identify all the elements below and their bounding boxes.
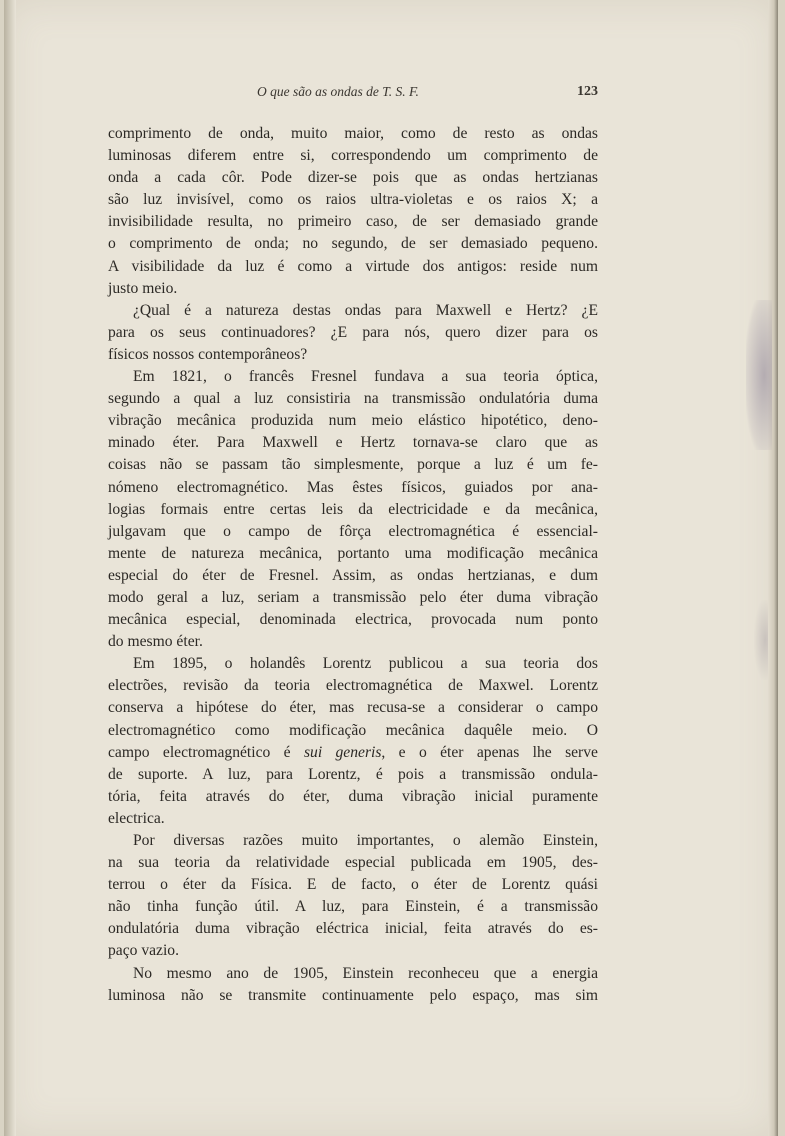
page-edge [768, 0, 778, 1136]
running-head [108, 84, 598, 104]
text-line: minado éter. Para Maxwell e Hertz tornava-se claro que as [108, 434, 598, 452]
text-line: paço vazio. [108, 942, 180, 960]
text-line: mente de natureza mecânica, portanto uma modificação mecânica [108, 544, 598, 562]
text-line: o comprimento de onda; no segundo, de ser demasiado pequeno. [108, 235, 598, 253]
text-line: Por diversas razões muito importantes, o alemão Einstein, [133, 832, 598, 849]
text-line: tória, feita através do éter, duma vibração inicial puramente [108, 787, 598, 805]
text-line: modo geral a luz, seriam a transmissão pelo éter duma vibração [108, 588, 598, 606]
water-stain-small [754, 600, 768, 680]
text-line: justo meio. [108, 279, 178, 297]
text-line: especial do éter de Fresnel. Assim, as ondas hertzianas, e dum [108, 566, 598, 584]
text-line: conserva a hipótese do éter, mas recusa-se a considerar o campo [108, 699, 598, 717]
text-line: de suporte. A luz, para Lorentz, é pois a transmissão ondula- [108, 765, 598, 783]
text-line: electromagnético como modificação mecânica daquêle meio. O [108, 721, 598, 739]
text-line: campo electromagnético é sui generis, e o éter apenas lhe serve [108, 743, 598, 761]
paragraph [108, 653, 598, 830]
paragraph [108, 123, 598, 300]
text-line: mecânica especial, denominada electrica, provocada num ponto [108, 611, 598, 629]
running-head-title: O que são as ondas de T. S. F. [257, 84, 419, 99]
text-line: No mesmo ano de 1905, Einstein reconheceu que a energia [133, 964, 598, 982]
text-line: coisas não se passam tão simplesmente, porque a luz é um fe- [108, 456, 598, 474]
text-line: julgavam que o campo de fôrça electromagnética é essencial- [108, 522, 598, 540]
text-line: Em 1895, o holandês Lorentz publicou a sua teoria dos [133, 655, 598, 673]
text-line: vibração mecânica produzida num meio elástico hipotético, deno- [108, 412, 598, 430]
text-line: electrica. [108, 809, 165, 827]
body-text [108, 123, 598, 1007]
text-line: segundo a qual a luz consistiria na transmissão ondulatória duma [108, 390, 598, 408]
paragraph [108, 963, 598, 1007]
paragraph [108, 830, 598, 963]
text-line: invisibilidade resulta, no primeiro caso, de ser demasiado grande [108, 213, 598, 231]
text-line: na sua teoria da relatividade especial publicada em 1905, des- [108, 854, 598, 872]
text-line: logias formais entre certas leis da electricidade e da mecânica, [108, 500, 598, 518]
text-line: onda a cada côr. Pode dizer-se pois que as ondas hertzianas [108, 169, 598, 187]
binding-shadow [4, 0, 16, 1136]
text-line: não tinha função útil. A luz, para Einstein, é a transmissão [108, 898, 598, 916]
paragraph [108, 300, 598, 366]
text-line: do mesmo éter. [108, 633, 203, 651]
page-number: 123 [577, 84, 598, 99]
text-line: terrou o éter da Física. E de facto, o éter de Lorentz quási [108, 876, 598, 894]
text-line: luminosas diferem entre si, correspondendo um comprimento de [108, 147, 598, 165]
text-line: Em 1821, o francês Fresnel fundava a sua teoria óptica, [133, 368, 598, 386]
text-line: ¿Qual é a natureza destas ondas para Maxwell e Hertz? ¿E [133, 301, 598, 319]
text-line: ondulatória duma vibração eléctrica inicial, feita através do es- [108, 920, 598, 938]
text-line: A visibilidade da luz é como a virtude dos antigos: reside num [108, 257, 598, 275]
text-line: electrões, revisão da teoria electromagnética de Maxwel. Lorentz [108, 677, 598, 695]
water-stain [746, 300, 772, 450]
text-line: físicos nossos contemporâneos? [108, 345, 308, 363]
paragraph [108, 366, 598, 653]
text-line: para os seus continuadores? ¿E para nós, quero dizer para os [108, 323, 598, 341]
text-line: nómeno electromagnético. Mas êstes físicos, guiados por ana- [108, 478, 598, 496]
text-line: luminosa não se transmite continuamente pelo espaço, mas sim [108, 986, 598, 1004]
text-line: comprimento de onda, muito maior, como de resto as ondas [108, 125, 598, 142]
text-line: são luz invisível, como os raios ultra-violetas e os raios X; a [108, 191, 598, 209]
